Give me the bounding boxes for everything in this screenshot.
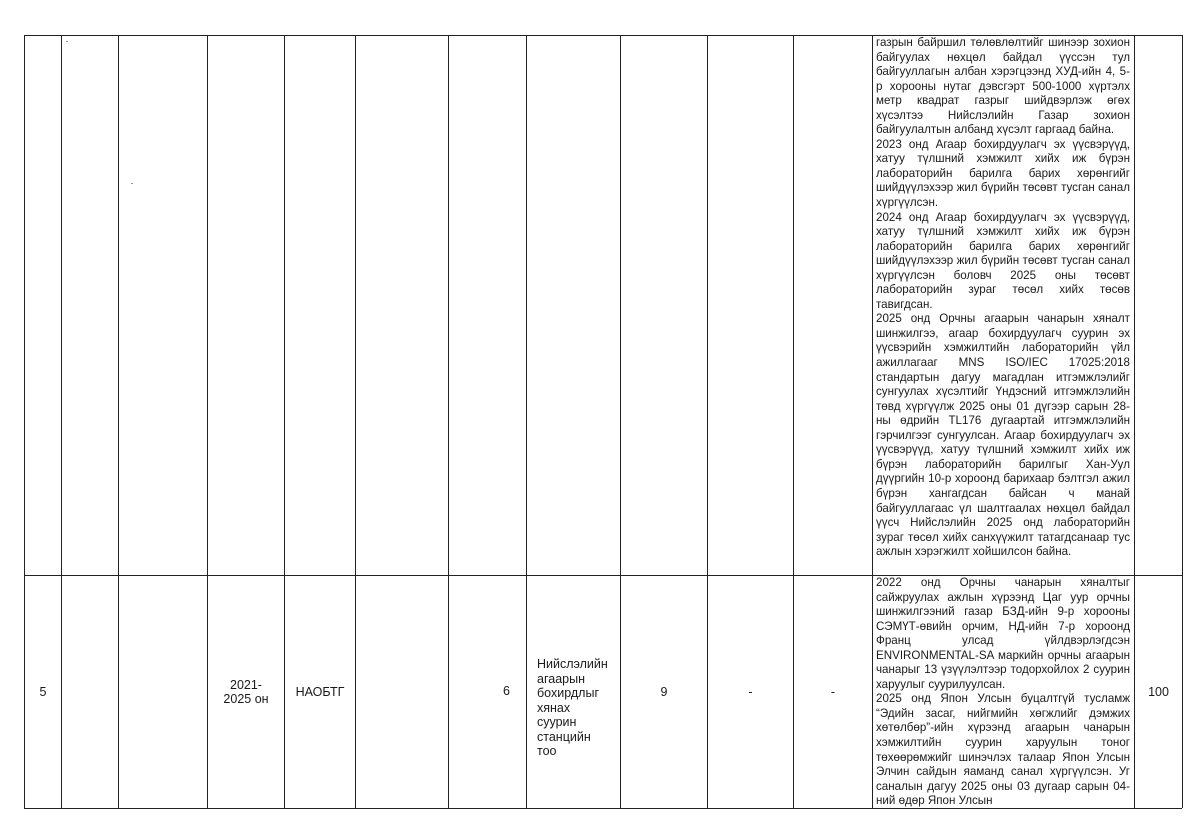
row-number: 5 [39,684,47,699]
col9-cell: - [830,684,836,699]
progress-text-row-1 [876,36,1130,560]
baseline-cell: 6 [503,684,510,698]
progress-paragraph: 2022 онд Орчны чанарын хяналтыг сайжруулах ажлын хүрээнд Цаг уур орчны шинжилгээний газар БЗД-ийн 9-р хорооны СЭМҮТ-өвийн орчим, НД-ийн 7-р хороонд Франц улсад үйлдвэрлэгдсэн ENVIRONMENTAL-SA маркийн орчны агаарын чанарыг 13 үзүүлэлтээр тодорхойлох 2 суурин харуулыг суурилуулсан. [876,576,1130,691]
scan-speck [131,183,133,184]
progress-paragraph: 2025 онд Япон Улсын буцалтгүй тусламж “Эдийн засаг, нийгмийн хөгжлийг дэмжих хөтөлбөр”-ийн хүрээнд агаарын чанарын хэмжилтийн суурин харуулын тоног төхөөрөмжийг шинэчлэх талаар Япон Улсын Элчин сайдын яаманд санал хүргүүлсэн. Уг саналын дагуу 2025 оны 03 дугаар сарын 04-ний өдөр Япон Улсын [876,692,1130,808]
col-border [448,35,449,808]
progress-paragraph: 2024 онд Агаар бохирдуулагч эх үүсвэрүүд, хатуу түлшний хэмжилт хийх иж бүрэн лабораторийн барилга барих хөрөнгийг шийдүүлэхээр жил бүрийн төсөвт тусган санал хүргүүлсэн боловч 2025 оны төсөвт лабораторийн зураг төсөл хийх төсөв тавигдсан. [876,210,1130,311]
col-border [872,35,873,808]
col-border [1182,35,1183,808]
progress-paragraph: 2023 онд Агаар бохирдуулагч эх үүсвэрүүд, хатуу түлшний хэмжилт хийх иж бүрэн лабораторийн барилга барих хөрөнгийг шийдүүлэхээр жил бүрийн төсөвт тусган санал хүргүүлсэн. [876,137,1130,210]
table-bottom-border [24,808,1182,809]
col-border [355,35,356,808]
col-border [61,35,62,808]
progress-paragraph: газрын байршил төлөвлөлтийг шинээр зохион байгуулах нөхцөл байдал үүссэн тул байгууллагын албан хэрэгцээнд ХУД-ийн 4, 5-р хорооны нутаг дэвсгэрт 500-1000 хүртэлх метр квадрат газрыг шийдвэрлэж өгөх хүсэлтээ Нийслэлийн Газар зохион байгуулалтын албанд хүсэлт гаргаад байна. [876,36,1130,137]
percent-cell: 100 [1148,684,1169,699]
col8-cell: - [748,684,753,699]
scan-speck [66,41,68,42]
indicator-cell: Нийслэлийн агаарын бохирдлыг хянах суурин станцийн тоо [537,657,608,758]
target-cell: 9 [660,684,668,699]
progress-text-row-2 [876,576,1130,808]
col-border [118,35,119,808]
organization-cell: НАОБТГ [295,684,345,699]
col-border [526,35,527,808]
period-cell: 2021- 2025 он [223,677,269,706]
progress-paragraph: 2025 онд Орчны агаарын чанарын хяналт шинжилгээ, агаар бохирдуулагч суурин эх үүсвэрийн хэмжилтийн лабораторийн үйл ажиллагааг MNS ISO/IEC 17025:2018 стандартын дагуу магадлан итгэмжлэлийг сунгуулах хүсэлтийг Үндэсний итгэмжлэлийн төвд хүргүүлж 2025 оны 01 дүгээр сарын 28-ны өдрийн TL176 дугаартай итгэмжлэлийн гэрчилгээг сунгуулсан. Агаар бохирдуулагч эх үүсвэрүүд, хатуу түлшний хэмжилт хийх иж бүрэн лабораторийн барилгыг Хан-Уул дүүргийн 10-р хороонд барихаар бэлтгэл ажил бүрэн хангагдсан байсан ч манай байгууллагаас үл шалтгаалах нөхцөл байдал үүсч Нийслэлийн 2025 онд лабораторийн зураг төсөл хийх санхүүжилт татагдсанаар тус ажлын хэрэгжилт хойшилсон байна. [876,312,1130,559]
